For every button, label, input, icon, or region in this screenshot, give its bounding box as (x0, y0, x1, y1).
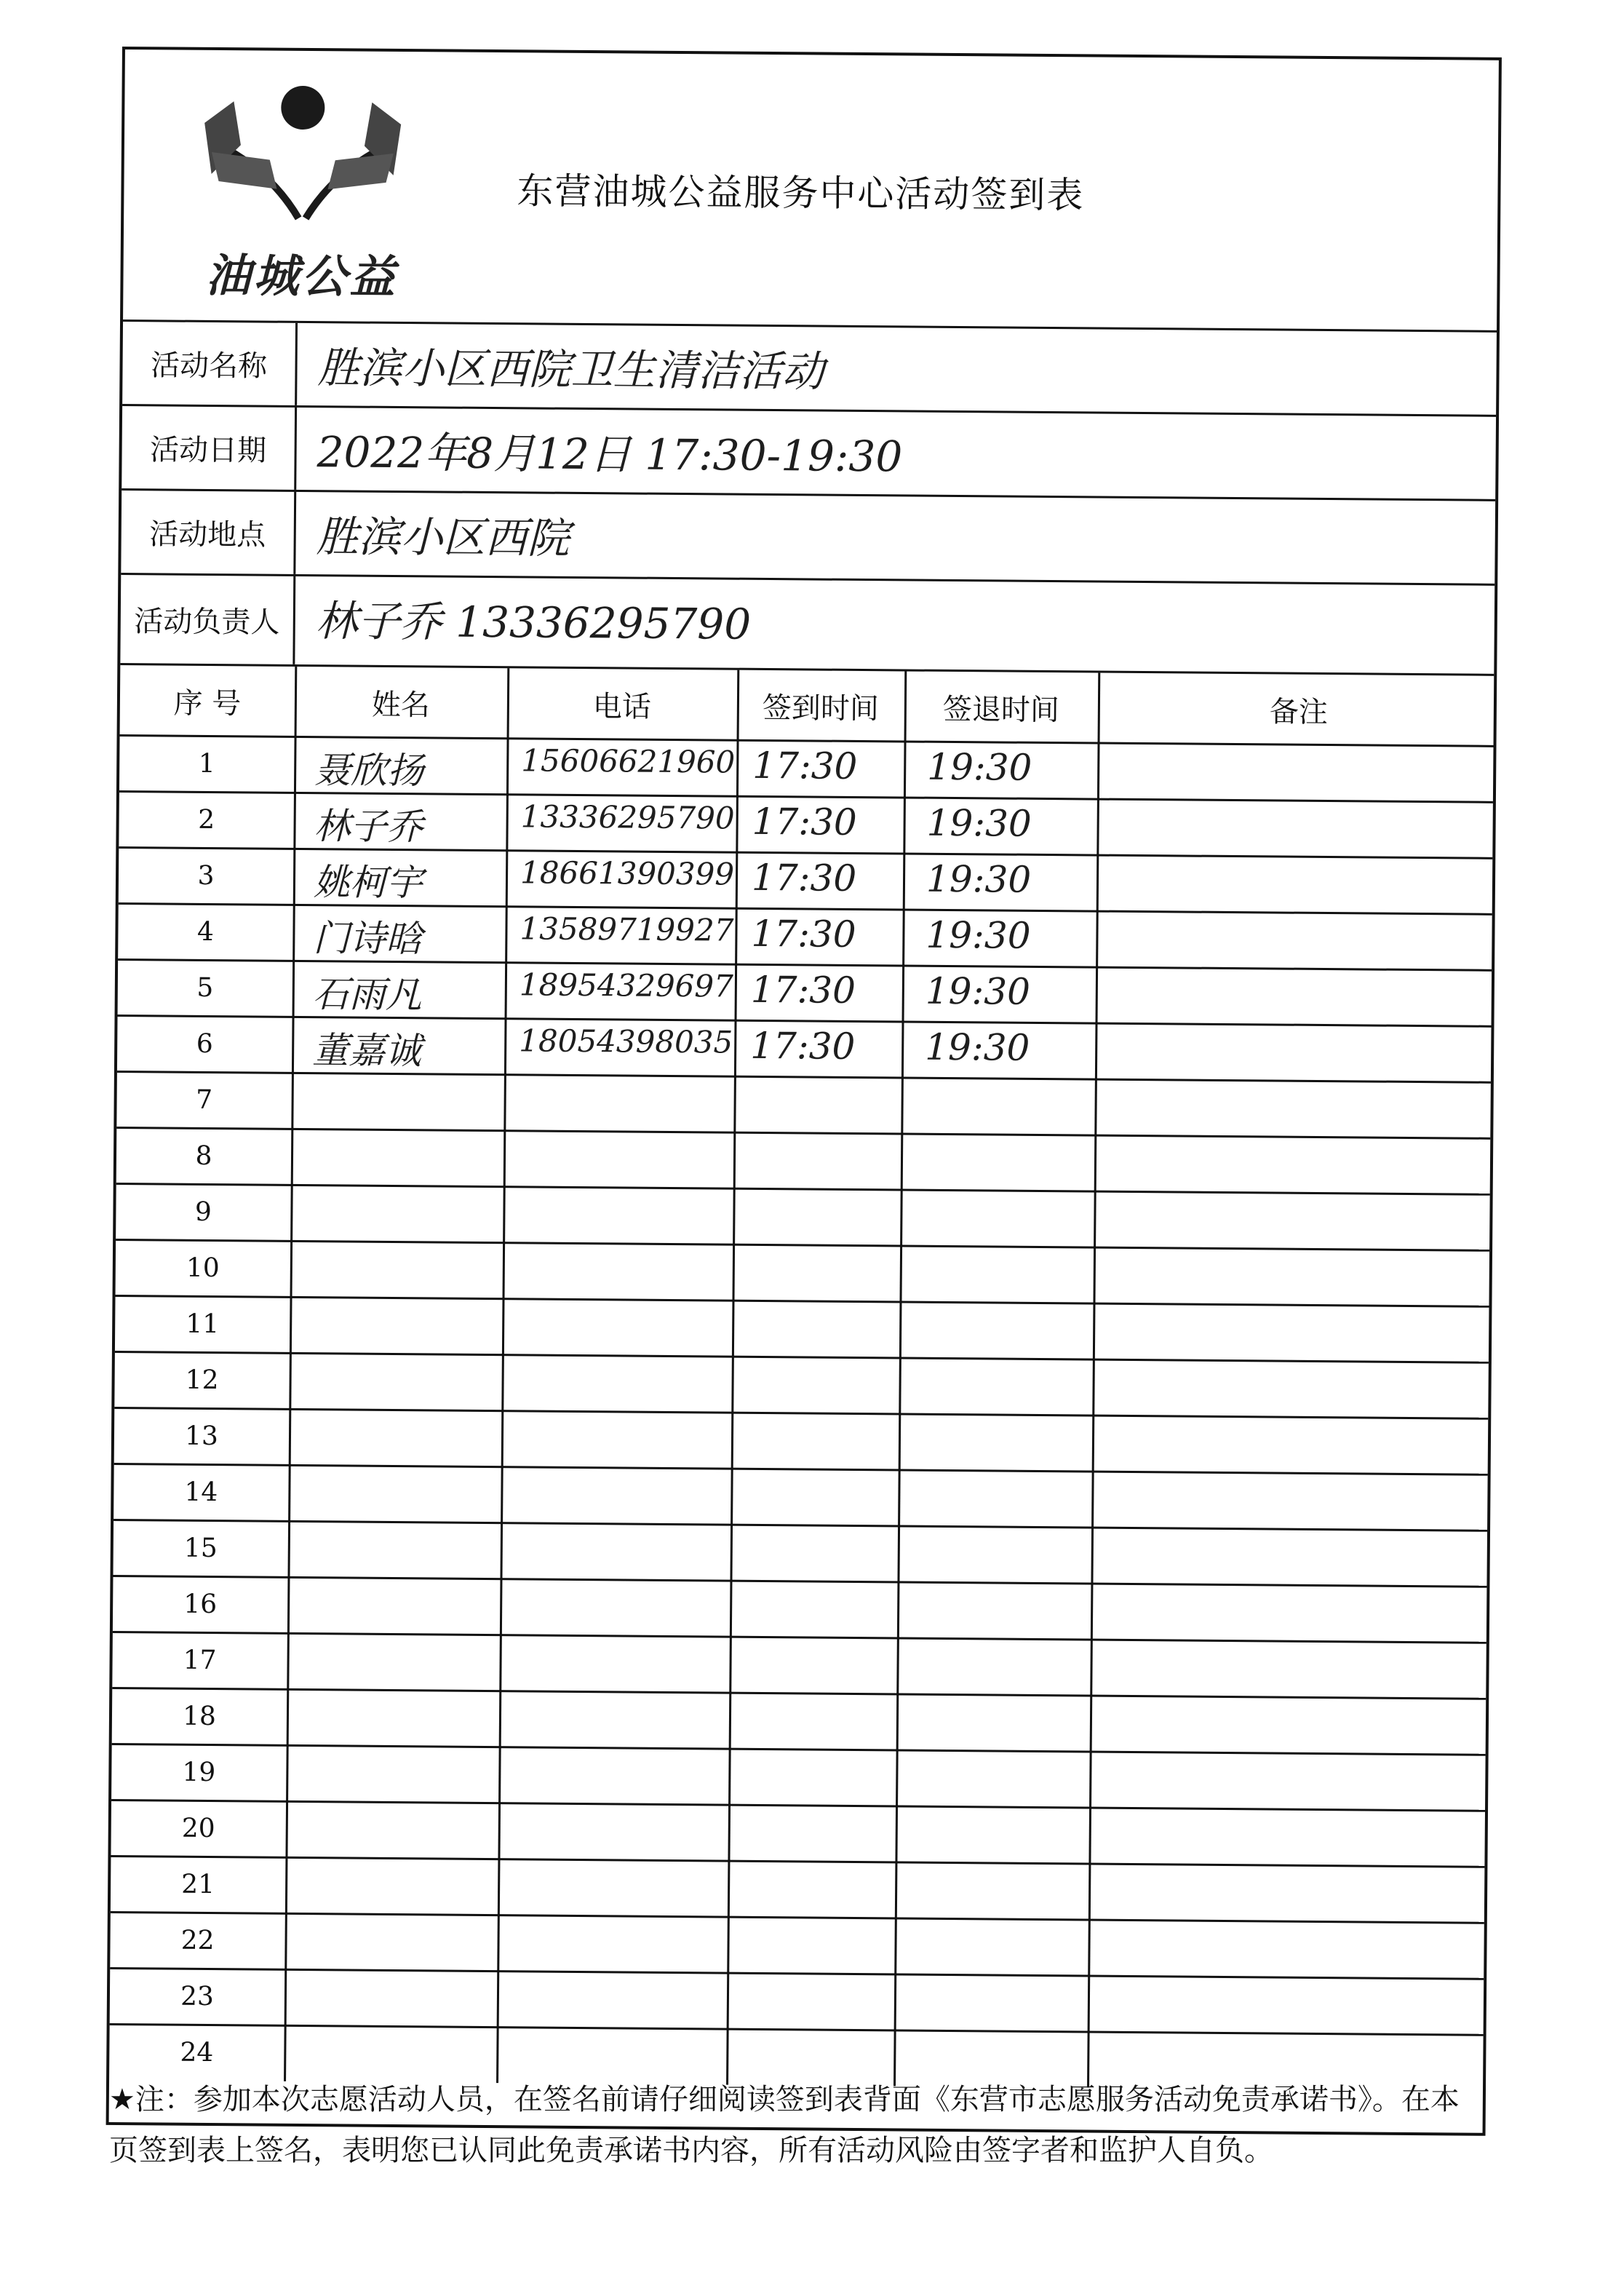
sign-in-time: 17:30 (752, 744, 858, 787)
info-label: 活动地点 (121, 491, 296, 574)
sign-out-time: 19:30 (926, 913, 1031, 957)
row-divider (115, 1351, 1489, 1364)
sign-in-time: 17:30 (750, 1024, 856, 1068)
signer-phone: 13336295790 (520, 798, 735, 836)
signer-name: 门诗晗 (313, 917, 423, 961)
row-number: 22 (180, 1925, 215, 1956)
row-number: 11 (186, 1309, 220, 1340)
row-divider (117, 1071, 1491, 1084)
row-number: 20 (181, 1813, 215, 1844)
signer-phone: 18661390399 (520, 854, 735, 892)
activity-date-value: 2022年8月12日 17:30-19:30 (317, 427, 903, 482)
signer-phone: 15606621960 (521, 742, 736, 780)
logo-text: 油城公益 (205, 248, 398, 303)
row-number: 13 (184, 1421, 219, 1452)
row-divider (116, 1127, 1490, 1140)
sign-in-time: 17:30 (751, 912, 856, 956)
row-number: 9 (194, 1196, 212, 1228)
row-divider (110, 1967, 1484, 1980)
sign-out-time: 19:30 (927, 745, 1032, 789)
activity-leader-value: 林子乔 13336295790 (315, 596, 752, 649)
sheet-header (123, 49, 1499, 333)
info-row-activity-leader (120, 575, 1494, 676)
page-title: 东营油城公益服务中心活动签到表 (517, 170, 1085, 217)
row-divider (111, 1799, 1485, 1812)
logo-emblem-icon (189, 72, 416, 241)
row-divider (111, 1855, 1484, 1868)
row-number: 12 (185, 1365, 219, 1396)
column-header-remarks: 备注 (1269, 694, 1329, 729)
row-divider (112, 1743, 1486, 1756)
row-number: 6 (196, 1028, 213, 1060)
row-number: 3 (197, 860, 215, 892)
row-number: 21 (181, 1869, 215, 1900)
row-divider (114, 1407, 1488, 1420)
column-header-name: 姓名 (371, 688, 431, 722)
row-divider (114, 1519, 1487, 1532)
column-header-number: 序 号 (173, 686, 242, 720)
row-number: 16 (183, 1589, 218, 1620)
row-number: 5 (196, 972, 214, 1004)
organization-logo (188, 72, 416, 306)
row-divider (113, 1631, 1486, 1644)
row-divider (113, 1575, 1486, 1588)
activity-location-value: 胜滨小区西院 (316, 512, 570, 563)
signer-name: 石雨凡 (312, 973, 423, 1017)
row-number: 4 (196, 916, 215, 948)
row-number: 14 (184, 1477, 218, 1508)
row-number: 19 (182, 1757, 216, 1788)
column-divider (496, 668, 509, 2083)
signer-phone: 18054398035 (519, 1023, 733, 1060)
signer-name: 聂欣扬 (314, 749, 424, 793)
column-divider (893, 671, 907, 2086)
column-header-phone: 电话 (592, 689, 652, 724)
signer-name: 姚柯宇 (313, 861, 423, 905)
info-row-activity-location (121, 491, 1495, 586)
row-number: 10 (186, 1252, 220, 1284)
info-label: 活动日期 (122, 406, 297, 490)
row-number: 23 (180, 1981, 215, 2012)
row-number: 8 (195, 1140, 212, 1172)
info-label: 活动名称 (122, 322, 298, 405)
signer-phone: 18954329697 (519, 966, 734, 1004)
sign-out-time: 19:30 (925, 969, 1031, 1013)
sign-out-time: 19:30 (926, 801, 1032, 845)
row-number: 17 (183, 1645, 217, 1676)
column-header-sign-in-time: 签到时间 (762, 691, 880, 726)
row-number: 2 (198, 804, 215, 835)
column-header-sign-out-time: 签退时间 (942, 692, 1060, 727)
row-divider (114, 1463, 1488, 1476)
row-number: 15 (183, 1533, 218, 1564)
row-number: 7 (196, 1084, 213, 1116)
sign-in-time: 17:30 (750, 968, 856, 1012)
footnote: ★注：参加本次志愿活动人员，在签名前请仔细阅读签到表背面《东营市志愿服务活动免责承诺书》。在本页签到表上签名，表明您已认同此免责承诺书内容，所有活动风险由签字者和监护人自负。 (109, 2083, 1460, 2167)
sign-in-sheet (106, 47, 1502, 2136)
row-divider (116, 1239, 1489, 1252)
column-divider (1087, 673, 1100, 2088)
signer-phone: 13589719927 (520, 910, 734, 948)
signer-name: 董嘉诚 (311, 1029, 422, 1073)
row-divider (116, 1183, 1490, 1196)
sign-in-time: 17:30 (751, 856, 857, 900)
row-divider (112, 1687, 1486, 1700)
row-number: 1 (198, 748, 215, 779)
sign-in-table (109, 665, 1494, 2091)
row-number: 24 (180, 2037, 214, 2068)
info-row-activity-date (122, 406, 1496, 501)
row-number: 18 (182, 1701, 217, 1732)
info-row-activity-name (122, 322, 1497, 417)
row-divider (116, 1295, 1489, 1308)
sign-in-time: 17:30 (752, 800, 857, 843)
sign-out-time: 19:30 (926, 857, 1032, 901)
activity-name-value: 胜滨小区西院卫生清洁活动 (317, 343, 824, 397)
signer-name: 林子乔 (314, 805, 423, 849)
row-divider (111, 1911, 1484, 1924)
sign-out-time: 19:30 (925, 1025, 1030, 1069)
info-label: 活动负责人 (120, 575, 295, 664)
row-divider (110, 2023, 1484, 2036)
